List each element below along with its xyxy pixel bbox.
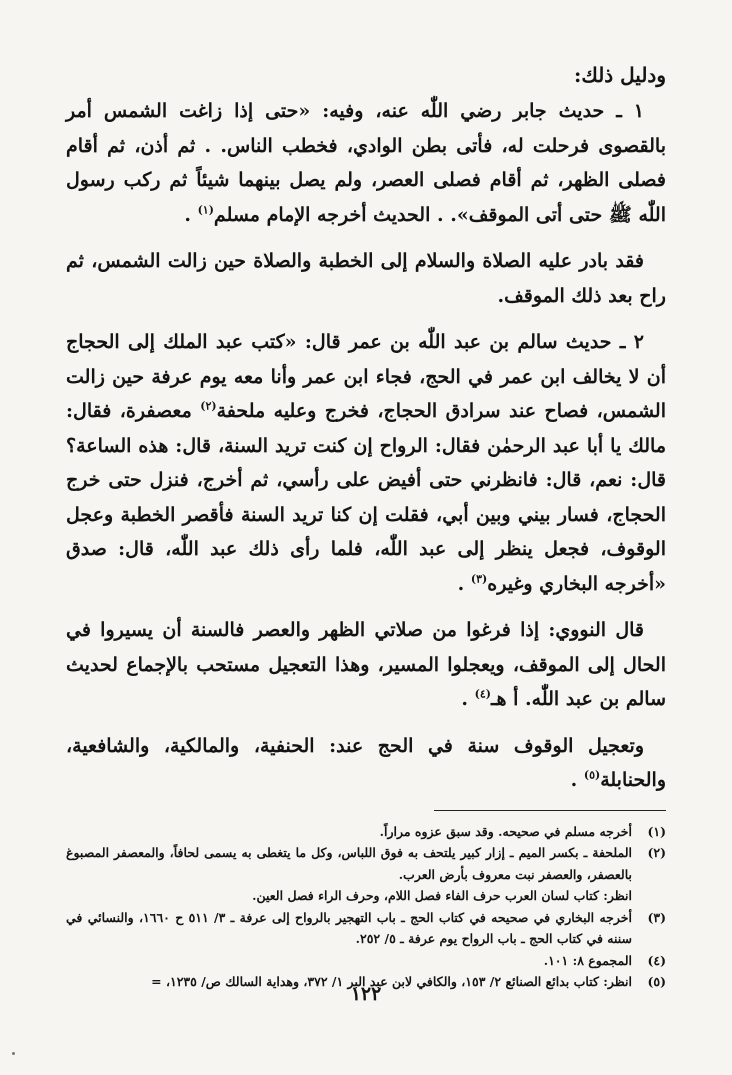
- footnote-2: [66, 842, 666, 885]
- footnote-4: [66, 950, 666, 972]
- section-heading: ودليل ذلك:: [573, 63, 666, 87]
- paragraph-end: .: [184, 203, 198, 226]
- footnote-divider: [434, 810, 666, 811]
- paragraph-end: .: [461, 688, 475, 710]
- paragraph-hadith-jabir: [66, 94, 666, 232]
- footnote-ref-5[interactable]: (٥): [583, 768, 601, 782]
- footnote-number: (٤): [647, 952, 666, 968]
- paragraph-madhahib: [66, 729, 666, 798]
- paragraph-text: معصفرة، فقال: مالك يا أبا عبد الرحمٰن فقال: الرواح إن كنت تريد السنة، قال: هذه الساعة؟ قال: نعم، قال: فانظرني حتى أفيض على رأسي، ثم أخرج، فنزل حتى خرج الحجاج، فسار بيني وبين أبي، فقلت إن كنا تريد السنة فأقصر الخطبة وعجل الوقوف، فجعل ينظر إلى عبد اللّٰه، فلما رأى ذلك عبد اللّٰه، قال: صدق «أخرجه البخاري وغيره: [66, 400, 666, 595]
- footnote-number: (٣): [647, 909, 666, 925]
- footnote-ref-2[interactable]: (٢): [200, 399, 217, 413]
- paragraph-nawawi: [66, 613, 666, 717]
- footnote-2-reference: [66, 885, 666, 907]
- footnote-number: (٥): [647, 974, 666, 989]
- footnote-number: (٢): [647, 845, 666, 860]
- footnote-number: (١): [647, 823, 666, 839]
- footnote-3: [66, 907, 666, 950]
- paragraph-text: ١ ـ حديث جابر رضي اللّٰه عنه، وفيه: «حتى إذا زاغت الشمس أمر بالقصوى فرحلت له، فأتى بطن الوادي، فخطب الناس. . ثم أذن، ثم أقام فصلى الظهر، ثم أقام فصلى العصر، ولم يصل بينهما شيئاً ثم ركب رسول اللّٰه ﷺ حتى أتى الموقف». . الحديث أخرجه الإمام مسلم: [66, 100, 666, 226]
- paragraph-hadith-salim: [66, 325, 666, 601]
- footnote-1: [66, 821, 666, 843]
- paragraph-end: .: [570, 769, 584, 791]
- paragraph-text: قال النووي: إذا فرغوا من صلاتي الظهر والعصر فالسنة أن يسيروا في الحال إلى الموقف، ويعجلوا المسير، وهذا التعجيل مستحب بالإجماع لحديث سالم بن عبد اللّٰه. أ هـ: [66, 619, 666, 710]
- page-number: ١٢٢: [350, 983, 382, 1005]
- footnote-ref-1[interactable]: (١): [197, 203, 214, 217]
- footnotes: [66, 821, 666, 993]
- footnote-text: الملحفة ـ بكسر الميم ـ إزار كبير يلتحف به فوق اللباس، وكل ما يتغطى به يسمى لحافاً، والمعصفر المصبوغ بالعصفر، والعصفر نبت معروف بأرض العرب.: [66, 845, 632, 882]
- page-body: [66, 60, 666, 993]
- paragraph-end: .: [457, 572, 471, 595]
- footnote-text: انظر: كتاب بدائع الصنائع ٢/ ١٥٣، والكافي لابن عبد البر ١/ ٣٧٢، وهداية السالك ص/ ١٢٣٥، =: [151, 974, 632, 989]
- scan-speck: [12, 1052, 15, 1055]
- paragraph-text: وتعجيل الوقوف سنة في الحج عند: الحنفية، والمالكية، والشافعية، والحنابلة: [66, 734, 666, 791]
- footnote-text: أخرجه البخاري في صحيحه في كتاب الحج ـ باب التهجير بالرواح إلى عرفة ـ ٣/ ٥١١ ح ١٦٦٠، والنسائي في سننه في كتاب الحج ـ باب الرواح يوم عرفة ـ ٥/ ٢٥٢.: [66, 909, 632, 946]
- paragraph-explanation: فقد بادر عليه الصلاة والسلام إلى الخطبة والصلاة حين زالت الشمس، ثم راح بعد ذلك الموقف.: [66, 250, 666, 307]
- footnote-text: أخرجه مسلم في صحيحه. وقد سبق عزوه مراراً.: [379, 823, 632, 839]
- footnote-text: انظر: كتاب لسان العرب حرف الفاء فصل اللام، وحرف الراء فصل العين.: [252, 888, 632, 903]
- footnote-ref-4[interactable]: (٤): [474, 687, 491, 701]
- paragraph-text: ٢ ـ حديث سالم بن عبد اللّٰه بن عمر قال: «كتب عبد الملك إلى الحجاج أن لا يخالف ابن عمر في الحج، فجاء ابن عمر وأنا معه يوم عرفة حين زالت الشمس، فصاح عند سرادق الحجاج، فخرج وعليه ملحفة: [66, 331, 666, 422]
- footnote-ref-3[interactable]: (٣): [470, 572, 488, 586]
- footnote-text: المجموع ٨: ١٠١.: [543, 952, 632, 968]
